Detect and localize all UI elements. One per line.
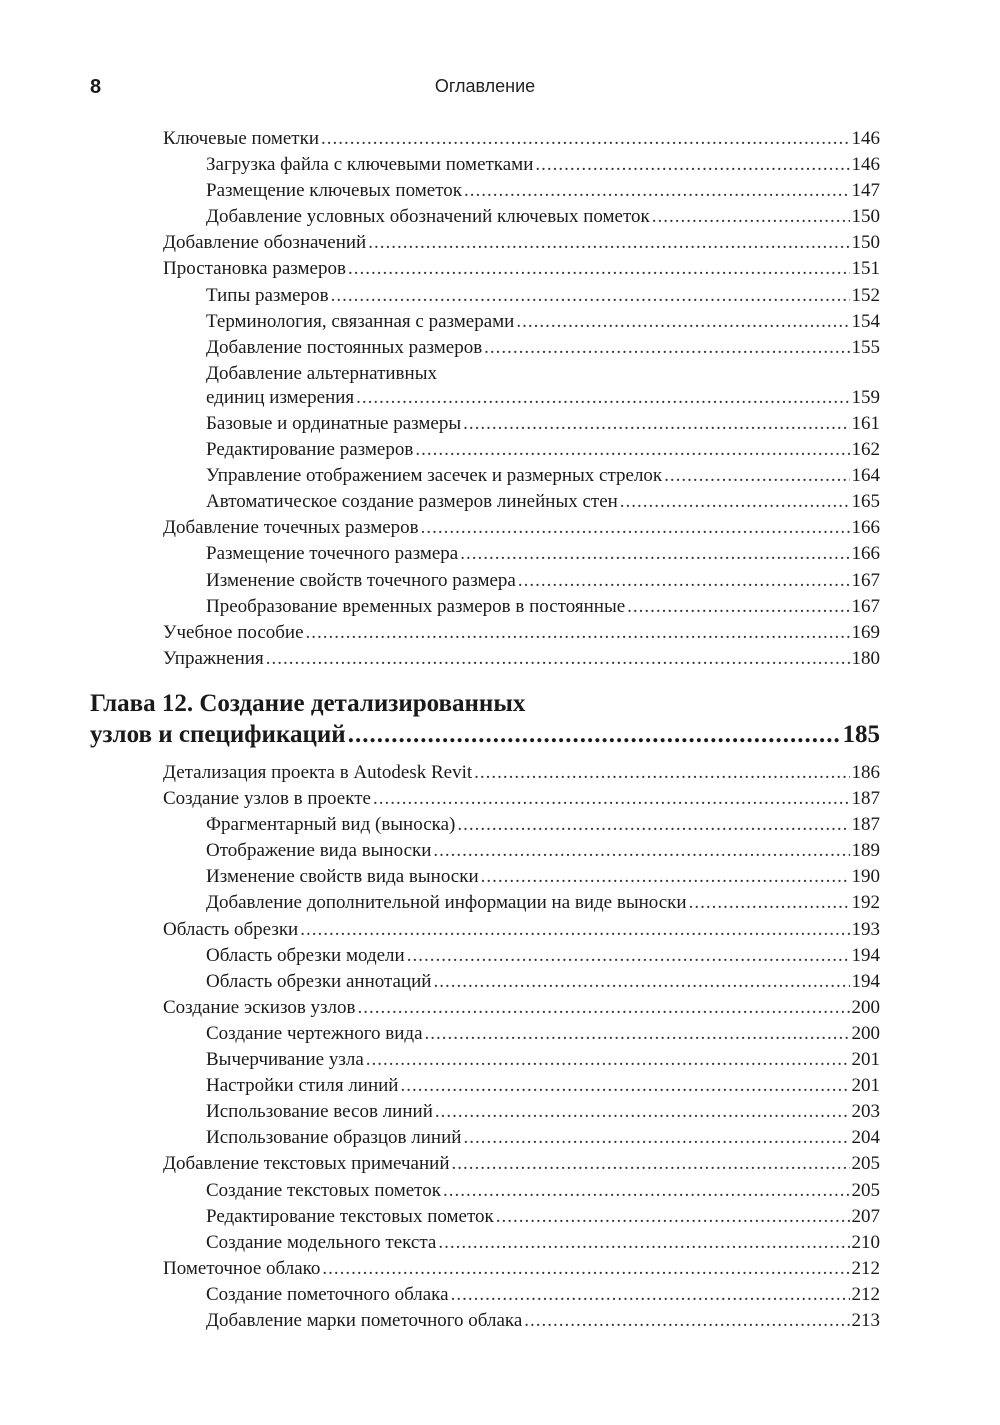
toc-entry-page: 146 xyxy=(851,128,880,149)
toc-entry[interactable] xyxy=(206,411,880,437)
toc-entry-page: 212 xyxy=(851,1257,880,1279)
toc-entry[interactable] xyxy=(163,1256,880,1282)
toc-entry-page: 205 xyxy=(851,1153,880,1175)
dot-leader xyxy=(373,786,850,812)
toc-entry-title: Размещение ключевых пометок xyxy=(206,180,462,202)
toc-entry[interactable] xyxy=(206,1021,880,1047)
toc-entry-page: 190 xyxy=(851,866,880,888)
chapter-title-line1: Глава 12. Создание детализированных xyxy=(90,690,526,717)
toc-entry-page: 166 xyxy=(851,517,880,539)
toc-entry-page: 193 xyxy=(851,918,880,940)
toc-entry-page: 154 xyxy=(851,310,880,332)
dot-leader xyxy=(348,719,841,750)
toc-entry-title: Добавление текстовых примечаний xyxy=(163,1153,450,1175)
toc-entry-page: 150 xyxy=(851,232,880,254)
dot-leader xyxy=(400,1073,849,1099)
toc-entry-title: Добавление обозначений xyxy=(163,232,367,254)
dot-leader xyxy=(356,385,849,411)
dot-leader xyxy=(463,1125,849,1151)
toc-entry[interactable] xyxy=(206,1073,880,1099)
toc-entry-page: 167 xyxy=(851,569,880,591)
toc-entry-title: Фрагментарный вид (выноска) xyxy=(206,814,456,836)
dot-leader xyxy=(438,1230,849,1256)
page-number: 8 xyxy=(90,76,102,98)
toc-entry-title: Типы размеров xyxy=(206,284,329,306)
toc-entry-title: Детализация проекта в Autodesk Revit xyxy=(163,762,473,783)
dot-leader xyxy=(620,489,850,515)
toc-entry[interactable] xyxy=(206,489,880,515)
toc-entry-page: 194 xyxy=(851,944,880,966)
toc-entry[interactable] xyxy=(206,283,880,309)
dot-leader xyxy=(421,515,850,541)
toc-entry-page: 210 xyxy=(851,1231,880,1253)
page-header xyxy=(90,76,880,108)
toc-entry[interactable] xyxy=(206,204,880,230)
dot-leader xyxy=(457,812,849,838)
toc-entry[interactable] xyxy=(163,1151,880,1177)
toc-entry-title: Терминология, связанная с размерами xyxy=(206,310,515,332)
toc-entry[interactable] xyxy=(206,594,880,620)
dot-leader xyxy=(460,541,849,567)
toc-entry-page: 187 xyxy=(851,788,880,810)
toc-entry[interactable] xyxy=(163,256,880,282)
chapter-page: 185 xyxy=(842,721,880,748)
chapter-title-line2-row xyxy=(90,719,880,750)
dot-leader xyxy=(451,1282,850,1308)
dot-leader xyxy=(358,995,850,1021)
running-head: Оглавление xyxy=(434,76,536,96)
toc-entry[interactable] xyxy=(206,1178,880,1204)
toc-entry-title: Использование весов линий xyxy=(206,1101,433,1123)
toc-entry[interactable] xyxy=(163,620,880,646)
dot-leader xyxy=(266,646,850,672)
toc-entry[interactable] xyxy=(163,646,880,672)
toc-entry-title: Загрузка файла с ключевыми пометками xyxy=(206,154,534,176)
toc-entry-title: Управление отображением засечек и размерных стрелок xyxy=(206,465,663,487)
toc-entry-page: 200 xyxy=(851,1022,880,1044)
toc-entry-page: 169 xyxy=(851,621,880,643)
toc-entry-page: 186 xyxy=(851,762,880,783)
toc-entry-title: Создание эскизов узлов xyxy=(163,996,356,1018)
toc-entry-page: 213 xyxy=(851,1309,880,1331)
toc-entry[interactable] xyxy=(206,1047,880,1073)
toc-entry-page: 167 xyxy=(851,595,880,617)
toc-entry-page: 161 xyxy=(851,412,880,434)
dot-leader xyxy=(627,594,849,620)
toc-entry-title: Добавление дополнительной информации на виде выноски xyxy=(206,892,687,914)
toc-entry-title: Редактирование размеров xyxy=(206,439,414,461)
toc-entry[interactable] xyxy=(206,361,880,385)
dot-leader xyxy=(496,1204,850,1230)
dot-leader xyxy=(435,1099,850,1125)
dot-leader xyxy=(366,1047,850,1073)
dot-leader xyxy=(652,204,850,230)
toc-entry-title: Упражнения xyxy=(163,647,264,669)
toc-entry-title: Учебное пособие xyxy=(163,621,304,643)
toc-entry[interactable] xyxy=(206,335,880,361)
dot-leader xyxy=(463,411,849,437)
toc-entry[interactable] xyxy=(206,568,880,594)
toc-entry[interactable] xyxy=(206,1230,880,1256)
toc-entry-title: Создание модельного текста xyxy=(206,1231,437,1253)
toc-entry-title: Пометочное облако xyxy=(163,1257,321,1279)
toc-entry[interactable] xyxy=(206,463,880,489)
toc-entry[interactable] xyxy=(206,1099,880,1125)
toc-entry-title: Изменение свойств вида выноски xyxy=(206,866,479,888)
toc-entry-page: 194 xyxy=(851,970,880,992)
toc-entry-title: Изменение свойств точечного размера xyxy=(206,569,516,591)
toc-entry[interactable] xyxy=(206,864,880,890)
toc-entry[interactable] xyxy=(206,943,880,969)
toc-entry-page: 189 xyxy=(851,840,880,862)
toc-entry-title: Настройки стиля линий xyxy=(206,1075,399,1097)
toc-entry-title: Вычерчивание узла xyxy=(206,1049,364,1071)
dot-leader xyxy=(321,126,850,152)
toc-entry-title: Добавление марки пометочного облака xyxy=(206,1309,523,1331)
toc-entry-page: 201 xyxy=(851,1075,880,1097)
dot-leader xyxy=(484,335,849,361)
dot-leader xyxy=(464,178,850,204)
toc-entry[interactable] xyxy=(206,838,880,864)
toc-entry-title: Автоматическое создание размеров линейных стен xyxy=(206,491,618,513)
toc-entry[interactable] xyxy=(206,152,880,178)
toc-entry[interactable] xyxy=(206,1308,880,1334)
toc-entry[interactable] xyxy=(206,1282,880,1308)
toc-entry[interactable] xyxy=(206,437,880,463)
dot-leader xyxy=(348,256,850,282)
toc-entry-page: 187 xyxy=(851,814,880,836)
toc-entry-page: 166 xyxy=(851,543,880,565)
toc-entry-page: 165 xyxy=(851,491,880,513)
dot-leader xyxy=(516,309,849,335)
toc-entry-title: Добавление точечных размеров xyxy=(163,517,419,539)
toc-entry-page: 180 xyxy=(851,647,880,669)
toc-section-a xyxy=(0,126,1000,672)
toc-entry-title: Размещение точечного размера xyxy=(206,543,459,565)
toc-entry-title: Создание текстовых пометок xyxy=(206,1179,441,1201)
toc-entry[interactable] xyxy=(163,995,880,1021)
toc-entry-title: Преобразование временных размеров в постоянные xyxy=(206,595,626,617)
dot-leader xyxy=(433,838,849,864)
toc-entry-title: Ключевые пометки xyxy=(163,128,319,149)
toc-entry-page: 204 xyxy=(851,1127,880,1149)
toc-entry-page: 164 xyxy=(851,465,880,487)
chapter-title-line2: узлов и спецификаций xyxy=(90,721,346,748)
toc-entry-page: 203 xyxy=(851,1101,880,1123)
toc-entry-title: Создание чертежного вида xyxy=(206,1022,423,1044)
toc-entry[interactable] xyxy=(206,541,880,567)
toc-entry-title: Область обрезки xyxy=(163,918,299,940)
toc-entry-title: Редактирование текстовых пометок xyxy=(206,1205,494,1227)
toc-entry[interactable] xyxy=(163,917,880,943)
toc-entry-page: 200 xyxy=(851,996,880,1018)
dot-leader xyxy=(368,230,849,256)
toc-entry[interactable] xyxy=(163,786,880,812)
dot-leader xyxy=(407,943,850,969)
toc-entry-page: 205 xyxy=(851,1179,880,1201)
toc-entry-title: Базовые и ординатные размеры xyxy=(206,412,462,434)
toc-section-b xyxy=(0,760,1000,1334)
toc-entry-page: 192 xyxy=(851,892,880,914)
toc-entry-title: Добавление альтернативных xyxy=(206,362,437,384)
dot-leader xyxy=(331,283,850,309)
dot-leader xyxy=(481,864,850,890)
toc-entry[interactable] xyxy=(206,309,880,335)
dot-leader xyxy=(322,1256,849,1282)
toc-entry[interactable] xyxy=(206,385,880,411)
dot-leader xyxy=(306,620,850,646)
toc-entry-page: 150 xyxy=(851,206,880,228)
toc-entry[interactable] xyxy=(206,969,880,995)
dot-leader xyxy=(433,969,849,995)
toc-entry[interactable] xyxy=(206,1125,880,1151)
dot-leader xyxy=(443,1178,850,1204)
toc-entry-title: Добавление постоянных размеров xyxy=(206,336,483,358)
dot-leader xyxy=(664,463,849,489)
toc-entry[interactable] xyxy=(163,760,880,786)
toc-entry-title: Создание узлов в проекте xyxy=(163,788,371,810)
toc-entry[interactable] xyxy=(206,178,880,204)
dot-leader xyxy=(425,1021,850,1047)
toc-entry[interactable] xyxy=(163,515,880,541)
toc-entry[interactable] xyxy=(206,812,880,838)
toc-entry-page: 147 xyxy=(851,180,880,202)
toc-entry-title: Область обрезки модели xyxy=(206,944,405,966)
chapter-heading[interactable] xyxy=(90,688,880,750)
toc-entry-page: 159 xyxy=(851,386,880,408)
toc-entry[interactable] xyxy=(163,230,880,256)
dot-leader xyxy=(452,1151,850,1177)
toc-entry-title: Добавление условных обозначений ключевых пометок xyxy=(206,206,650,228)
toc-entry-page: 162 xyxy=(851,439,880,461)
toc-entry-page: 212 xyxy=(851,1283,880,1305)
dot-leader xyxy=(300,917,849,943)
toc-entry-page: 201 xyxy=(851,1049,880,1071)
dot-leader xyxy=(474,760,849,786)
toc-entry-title: Простановка размеров xyxy=(163,258,346,280)
toc-entry-title: Создание пометочного облака xyxy=(206,1283,449,1305)
toc-entry[interactable] xyxy=(163,126,880,152)
dot-leader xyxy=(524,1308,849,1334)
toc-entry-page: 146 xyxy=(851,154,880,176)
dot-leader xyxy=(518,568,850,594)
toc-entry-page: 152 xyxy=(851,284,880,306)
toc-entry-title: Область обрезки аннотаций xyxy=(206,970,432,992)
toc-entry-page: 151 xyxy=(851,258,880,280)
toc-entry-page: 155 xyxy=(851,336,880,358)
toc-entry-title: единиц измерения xyxy=(206,386,355,408)
toc-entry[interactable] xyxy=(206,890,880,916)
dot-leader xyxy=(689,890,850,916)
dot-leader xyxy=(535,152,849,178)
toc-entry-title: Отображение вида выноски xyxy=(206,840,432,862)
toc-entry-title: Использование образцов линий xyxy=(206,1127,462,1149)
toc-entry[interactable] xyxy=(206,1204,880,1230)
dot-leader xyxy=(415,437,849,463)
toc-entry-page: 207 xyxy=(851,1205,880,1227)
